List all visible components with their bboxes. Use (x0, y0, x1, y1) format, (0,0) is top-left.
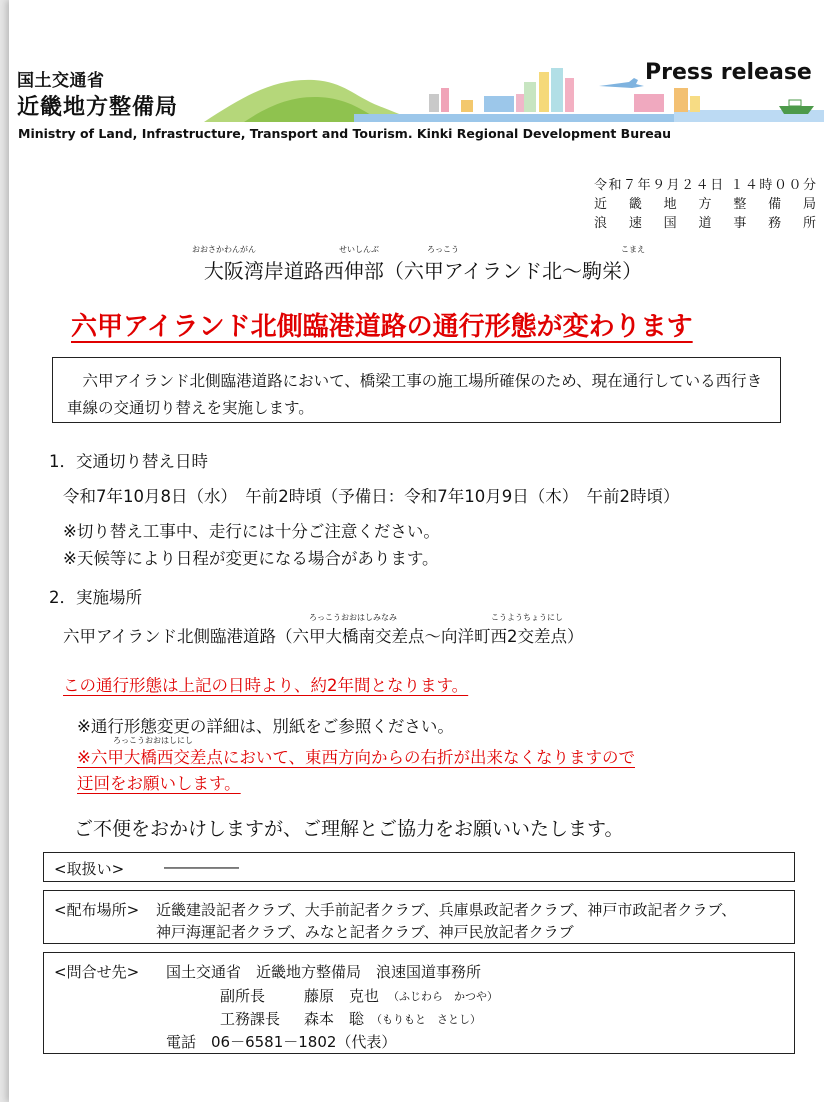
ministry-english-name: Ministry of Land, Infrastructure, Transport and Tourism. Kinki Regional Development Bureau (18, 126, 672, 141)
detour-warning-line2: 迂回をお願いします。 (77, 774, 241, 793)
closing-message: ご不便をおかけしますが、ご理解とご協力をお願いいたします。 (74, 818, 624, 840)
summary-box: 六甲アイランド北側臨港道路において、橋梁工事の施工場所確保のため、現在通行している西行き車線の交通切り替えを実施します。 (52, 357, 781, 423)
ministry-name: 国土交通省 (17, 71, 105, 91)
distribution-line2: 神戸海運記者クラブ、みなと記者クラブ、神戸民放記者クラブ (156, 923, 574, 941)
handling-box (43, 852, 795, 882)
engineering-chief-name: 森本 聡 (304, 1010, 365, 1028)
page-title: 六甲アイランド北側臨港道路の通行形態が変わります (71, 312, 693, 342)
deputy-director-reading: （ふじわら かつや） (388, 990, 498, 1003)
subtitle-ruby (9, 244, 837, 255)
deputy-director-title: 副所長 (220, 987, 266, 1005)
ruby-osakawangan: おおさかわんがん (192, 245, 256, 254)
schedule-change-note: ※天候等により日程が変更になる場合があります。 (63, 549, 439, 568)
issuer-office: 浪速国道事務所 (594, 216, 816, 231)
handling-value: ――――― (164, 858, 239, 876)
distribution-label: <配布場所> (54, 901, 140, 919)
engineering-chief-reading: （もりもと さとし） (371, 1013, 481, 1026)
location-text: 六甲アイランド北側臨港道路（六甲大橋南交差点～向洋町西2交差点） (63, 627, 584, 646)
deputy-director-name: 藤原 克也 (304, 987, 380, 1005)
distribution-box (43, 890, 795, 944)
caution-note: ※切り替え工事中、走行には十分ご注意ください。 (63, 522, 440, 541)
ruby-rokko-ohashi-nishi: ろっこうおおはしにし (113, 736, 193, 745)
subtitle-block (9, 244, 837, 284)
detour-warning-line1: ※六甲大橋西交差点において、東西方向からの右折が出来なくなりますので (77, 748, 635, 767)
city-landscape-illustration (204, 66, 824, 122)
period-notice: この通行形態は上記の日時より、約2年間となります。 (63, 676, 469, 695)
contact-phone: 電話 06－6581－1802（代表） (166, 1033, 397, 1051)
ruby-rokko-ohashi-minami: ろっこうおおはしみなみ (309, 613, 397, 622)
engineering-chief-title: 工務課長 (220, 1010, 281, 1028)
switch-datetime: 令和7年10月8日（水） 午前2時頃（予備日：令和7年10月9日（木） 午前2時頃） (63, 487, 680, 506)
press-release-page (9, 0, 837, 1102)
distribution-line1: 近畿建設記者クラブ、大手前記者クラブ、兵庫県政記者クラブ、神戸市政記者クラブ、 (156, 901, 737, 919)
press-release-label: Press release (645, 60, 812, 85)
issuer-bureau: 近畿地方整備局 (594, 197, 816, 212)
ruby-komae: こまえ (621, 245, 645, 254)
ruby-seishinbu: せいしんぶ (339, 245, 379, 254)
ruby-koyocho-nishi: こうようちょうにし (491, 613, 563, 622)
contact-label: <問合せ先> (54, 963, 140, 981)
contact-box (43, 952, 795, 1054)
contact-organization: 国土交通省 近畿地方整備局 浪速国道事務所 (166, 963, 482, 981)
date-block (594, 176, 816, 233)
handling-label: <取扱い> (54, 860, 125, 878)
section2-heading: 2．実施場所 (49, 588, 142, 607)
release-datetime: 令和７年９月２４日 １４時００分 (594, 178, 816, 193)
bureau-name: 近畿地方整備局 (17, 95, 179, 120)
detail-note: ※通行形態変更の詳細は、別紙をご参照ください。 (77, 717, 454, 736)
subtitle: 大阪湾岸道路西伸部（六甲アイランド北～駒栄） (203, 259, 643, 283)
ruby-rokko: ろっこう (427, 245, 459, 254)
section1-heading: 1．交通切り替え日時 (49, 452, 208, 471)
